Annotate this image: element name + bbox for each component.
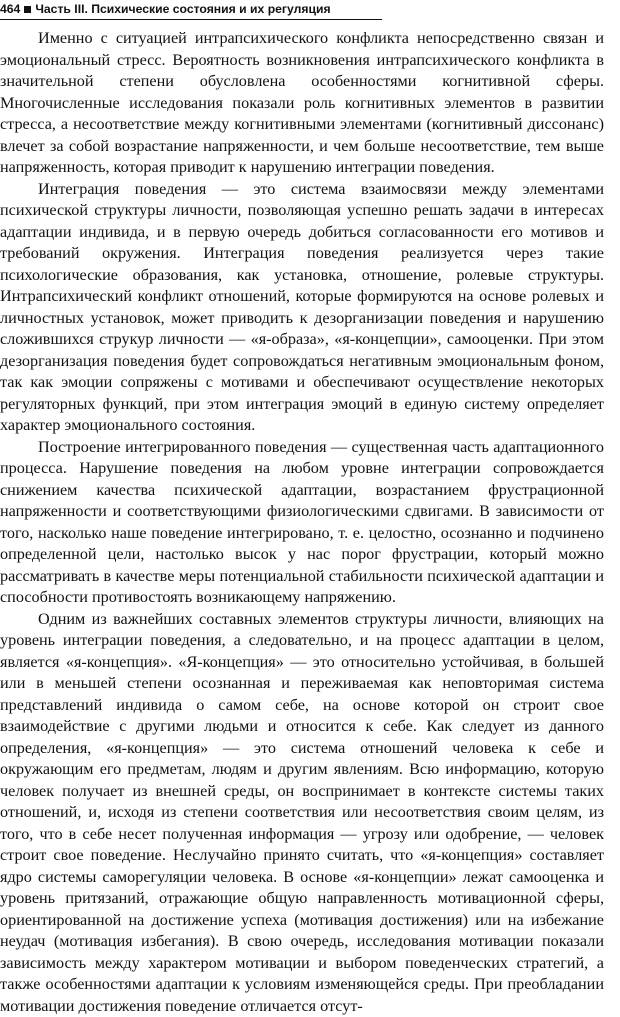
paragraph: Именно с ситуацией интрапсихического конфликта непосредственно связан и эмоциональный стресс. Вероятность возникновения интрапсихического конфликта в значительной степени обусловлена особенностями когнитивной сферы. Многочисленные исследования показали роль когнитивных элементов в развитии стресса, а несоответствие между когнитивными элементами (когнитивный диссонанс) влечет за собой возрастание напряженности, и чем больше несоответствие, тем выше напряженность, которая приводит к нарушению интеграции поведения.: [0, 28, 604, 179]
chapter-title: Часть III. Психические состояния и их регуляция: [35, 2, 330, 16]
paragraph: Одним из важнейших составных элементов структуры личности, влияющих на уровень интеграции поведения, а следовательно, и на процесс адаптации в целом, является «я-концепция». «Я-концепция» — это относительно устойчивая, в большей или в меньшей степени осознанная и переживаемая как неповторимая система представлений индивида о самом себе, на основе которой он строит свое взаимодействие с другими людьми и относится к себе. Как следует из данного определения, «я-концепция» — это система отношений человека к себе и окружающим его предметам, людям и другим явлениям. Всю информацию, которую человек получает из внешней среды, он воспринимает в контексте системы таких отношений, и, исходя из степени соответствия или несоответствия своим целям, из того, что в себе несет полученная информация — угрозу или одобрение, — человек строит свое поведение. Неслучайно принято считать, что «я-концепция» составляет ядро системы саморегуляции человека. В основе «я-концепции» лежат самооценка и уровень притязаний, отражающие общую направленность мотивационной сферы, ориентированной на достижение успеха (мотивация достижения) или на избежание неудач (мотивация избегания). В свою очередь, исследования мотивации показали зависимость между характером мотивации и выбором поведенческих стратегий, а также особенностями адаптации к условиям изменяющейся среды. При преобладании мотивации достижения поведение отличается отсут-: [0, 609, 604, 1017]
page-number: 464: [0, 2, 20, 16]
paragraph: Интеграция поведения — это система взаимосвязи между элементами психической структуры личности, позволяющая успешно решать задачи в интересах адаптации индивида, и в первую очередь добиться согласованности его мотивов и требований окружения. Интеграция поведения реализуется через такие психологические образования, как установка, отношение, ролевые структуры. Интрапсихический конфликт отношений, которые формируются на основе ролевых и личностных установок, может приводить к дезорганизации поведения и нарушению сложившихся струкур личности — «я-образа», «я-концепции», самооценки. При этом дезорганизация поведения будет сопровождаться негативным эмоциональным фоном, так как эмоции сопряжены с мотивами и обеспечивают осуществление некоторых регуляторных функций, при этом интеграция эмоций в единую систему определяет характер эмоционального состояния.: [0, 179, 604, 437]
running-header: [0, 2, 382, 20]
square-bullet-icon: [24, 6, 31, 13]
body-text: [0, 28, 604, 1017]
paragraph: Построение интегрированного поведения — существенная часть адаптационного процесса. Нарушение поведения на любом уровне интеграции сопровождается снижением качества психической адаптации, возрастанием фрустрационной напряженности и соответствующими физиологическими сдвигами. В зависимости от того, насколько наше поведение интегрировано, т. е. целостно, осознанно и подчинено определенной цели, настолько высок у нас порог фрустрации, который можно рассматривать в качестве меры потенциальной стабильности психической адаптации и способности противостоять возникающему напряжению.: [0, 437, 604, 609]
